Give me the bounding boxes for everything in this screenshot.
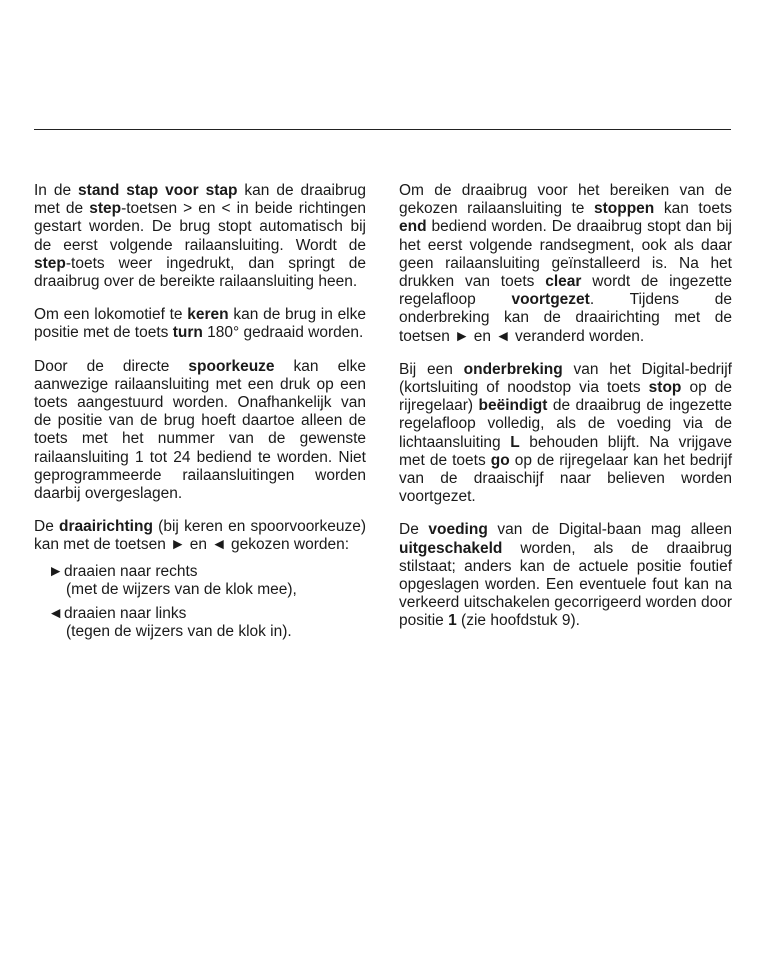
arrow-left-icon: ◄ (48, 605, 64, 623)
list-item-rotate-left: ◄draaien naar links (tegen de wijzers van de klok in). (48, 605, 292, 641)
right-column (399, 182, 732, 646)
arrow-right-icon: ► (48, 562, 64, 580)
paragraph-turn: Om een lokomotief te keren kan de brug in elke positie met de toets turn 180° gedraaid worden. (34, 306, 366, 342)
paragraph-power: De voeding van de Digital-baan mag alleen uitgeschakeld worden, als de draaibrug stilstaat; anders kan de actuele positie foutief opgeslagen worden. Een eventuele fout kan na verkeerd uitschakelen gecorrigeerd worden door positie 1 (zie hoofdstuk 9). (399, 521, 733, 630)
paragraph-track-selection: Door de directe spoorkeuze kan elke aanwezige railaansluiting met een druk op een toets aangestuurd worden. Onafhankelijk van de positie van de brug hoeft daartoe alleen de toets met het nummer van de gewenste railaansluiting 1 tot 24 bediend te worden. Niet geprogrammeerde railaansluitingen worden daarbij overgeslagen. (34, 357, 366, 503)
paragraph-rotation-direction: De draairichting (bij keren en spoorvoorkeuze) kan met de toetsen ► en ◄ gekozen worden: (34, 518, 366, 554)
paragraph-interruption: Bij een onderbreking van het Digital-bedrijf (kortsluiting of noodstop via toets stop op de rijregelaar) beëindigt de draaibrug de ingezette regelafloop volledig, als de voeding via de lichtaansluiting L behouden blijft. Na vrijgave met de toets go op de rijregelaar kan het bedrijf van de draaischijf naar believen worden voortgezet. (399, 360, 732, 506)
list-item-rotate-right: ►draaien naar rechts (met de wijzers van de klok mee), (48, 562, 297, 598)
left-column (34, 182, 366, 647)
paragraph-step-mode: In de stand stap voor stap kan de draaibrug met de step-toetsen > en < in beide richtingen gestart worden. De brug stopt automatisch bij de eerst volgende railaansluiting. Wordt de step-toets weer ingedrukt, dan springt de draaibrug over de bereikte railaansluiting heen. (34, 182, 367, 291)
paragraph-stop: Om de draaibrug voor het bereiken van de gekozen railaansluiting te stoppen kan toets end bediend worden. De draaibrug stopt dan bij het eerst volgende randsegment, ook als daar geen railaansluiting geïnstalleerd is. Na het drukken van toets clear wordt de ingezette regelafloop voortgezet. Tijdens de onderbreking kan de draairichting met de toetsen ► en ◄ veranderd worden. (399, 182, 732, 345)
header-rule (34, 129, 731, 130)
